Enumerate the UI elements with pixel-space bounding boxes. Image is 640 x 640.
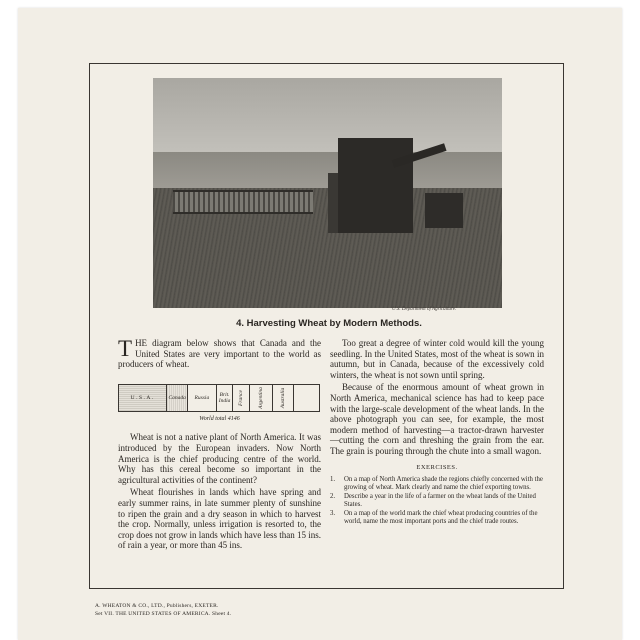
bar-cell-australia: Australia	[273, 385, 294, 411]
photo-credit: U.S. Department of Agriculture.	[392, 307, 457, 312]
section-title: 4. Harvesting Wheat by Modern Methods.	[236, 318, 422, 329]
bar-cell-france: France	[233, 385, 250, 411]
exercises-list	[330, 476, 544, 526]
chart-caption: World total 4146	[199, 415, 240, 422]
bar-cell-other	[294, 385, 319, 411]
exercise-item: 2. Describe a year in the life of a farmer on the wheat lands of the United States.	[330, 493, 536, 509]
bar-cell-argentina: Argentina	[250, 385, 273, 411]
drop-cap: T	[118, 336, 133, 361]
intro-paragraph: THE diagram below shows that Canada and the United States are very important to the world as producers of wheat.	[118, 336, 321, 370]
exercises-heading: EXERCISES.	[416, 463, 458, 471]
exercise-item: 3. On a map of the world mark the chief wheat producing countries of the world, name the most important ports and the chief trade routes.	[330, 510, 538, 526]
series-line: Set VII. THE UNITED STATES OF AMERICA. Sheet 4.	[95, 611, 232, 617]
bar-cell-usa: U.S.A.	[119, 385, 167, 411]
body-paragraph: Wheat flourishes in lands which have spring and early summer rains, in late summer plenty of sunshine to ripen the grain and a dry season in which to harvest the crop. Normally, unless irrigation is resorted to, the crop does not grow in lands which have less than 15 ins. of rain a year, or more than 45 ins.	[118, 487, 321, 551]
publisher-line: A. WHEATON & CO., LTD., Publishers, EXETER.	[95, 603, 219, 609]
body-paragraph: Too great a degree of winter cold would kill the young seedling. In the United States, most of the wheat is sown in autumn, but in Canada, because of the excessively cold winters, the wheat is not sown until spring.	[330, 338, 544, 380]
right-column	[330, 338, 544, 527]
left-column	[118, 338, 321, 553]
bar-cell-canada: Canada	[167, 385, 188, 411]
bar-cell-russia: Russia	[188, 385, 217, 411]
photo-wagon	[425, 193, 463, 228]
exercise-item: 1. On a map of North America shade the regions chiefly concerned with the growing of wheat. Mark clearly and name the chief exporting towns.	[330, 476, 543, 492]
bar-cell-brit-india: Brit. India	[217, 385, 234, 411]
body-paragraph: Wheat is not a native plant of North America. It was introduced by the European invaders. Now North America is the chief producing centre of the world. Why has this cereal become so important in the agricultural activities of the continent?	[118, 432, 321, 485]
photo-harvester-header	[173, 190, 313, 214]
wheat-production-bar	[118, 384, 320, 412]
harvesting-photograph	[153, 78, 502, 308]
publisher-footer	[95, 602, 231, 618]
photo-harvester	[338, 138, 413, 233]
body-paragraph: Because of the enormous amount of wheat grown in North America, mechanical science has had to keep pace with the large-scale development of the wheat lands. In the above photograph you can see, for example, the most modern method of harvesting—a tractor-drawn harvester—cutting the corn and threshing the grain from the ear. The grain is pouring through the chute into a small wagon.	[330, 382, 544, 456]
photo-sky	[153, 78, 502, 158]
